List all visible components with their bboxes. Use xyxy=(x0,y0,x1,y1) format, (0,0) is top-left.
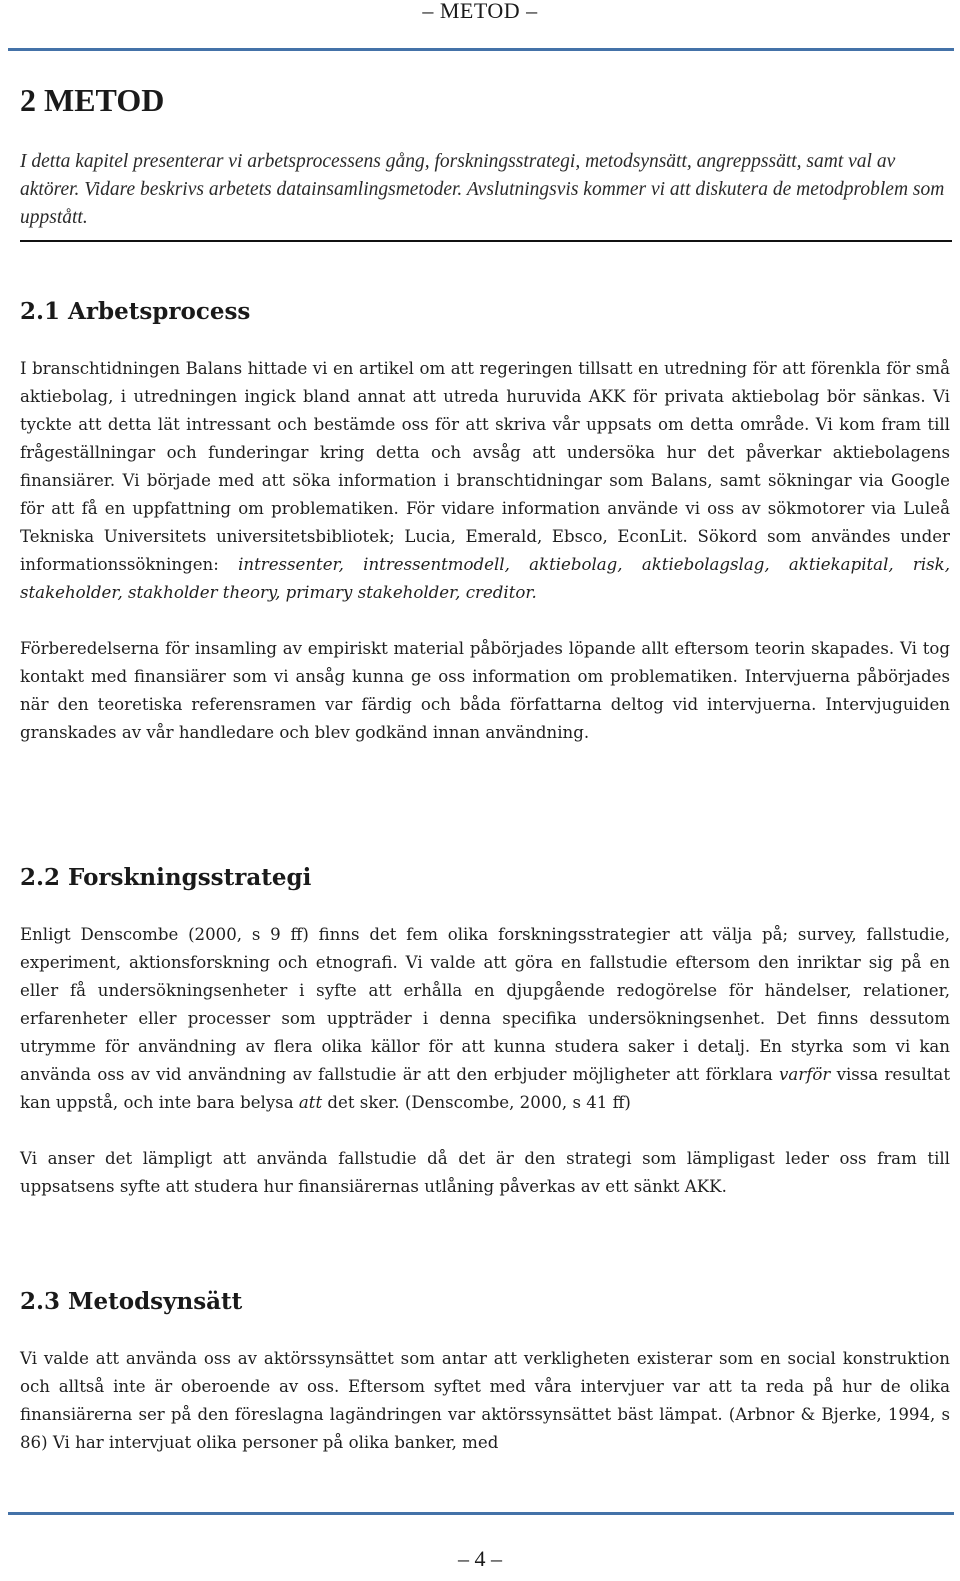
paragraph-text: det sker. (Denscombe, 2000, s 41 ff) xyxy=(322,1093,631,1112)
keyword-list: intressenter, intressentmodell, aktiebolag, aktiebolagslag, aktiekapital, risk, stakeholder, stakholder theory, primary stakeholder, creditor. xyxy=(20,555,950,602)
section-heading: 2.1 Arbetsprocess xyxy=(20,298,251,325)
section-metodsynsatt xyxy=(20,1287,950,1457)
running-header: – METOD – xyxy=(422,0,538,23)
page-number: – 4 – xyxy=(458,1546,502,1571)
section-heading: 2.3 Metodsynsätt xyxy=(20,1288,243,1315)
paragraph-text: vissa resultat kan uppstå, och inte bara belysa xyxy=(20,1065,950,1112)
emphasis: att xyxy=(298,1093,323,1112)
paragraph: Vi anser det lämpligt att använda fallstudie då det är den strategi som lämpligast leder oss fram till uppsatsens syfte att studera hur finansiärernas utlåning påverkas av ett sänkt AKK. xyxy=(20,1149,950,1196)
paragraph: Förberedelserna för insamling av empiriskt material påbörjades löpande allt eftersom teorin skapades. Vi tog kontakt med finansiärer som vi ansåg kunna ge oss information om problematiken. Intervjuerna påbörjades när den teoretiska referensramen var färdig och båda författarna deltog vid intervjuerna. Intervjuguiden granskades av vår handledare och blev godkänd innan användning. xyxy=(20,639,950,742)
emphasis: varför xyxy=(779,1065,831,1084)
section-forskningsstrategi xyxy=(20,863,950,1201)
footer-rule xyxy=(8,1512,954,1515)
paragraph: Vi valde att använda oss av aktörssynsättet som antar att verkligheten existerar som en social konstruktion och alltså inte är oberoende av oss. Eftersom syftet med våra intervjuer var att ta reda på hur de olika finansiärerna ser på den föreslagna lagändringen var aktörssynsättet bäst lämpat. (Arbnor & Bjerke, 1994, s 86) Vi har intervjuat olika personer på olika banker, med xyxy=(20,1349,950,1452)
paragraph-text: Enligt Denscombe (2000, s 9 ff) finns det fem olika forskningsstrategier att välja på; survey, fallstudie, experiment, aktionsforskning och etnografi. Vi valde att göra en fallstudie eftersom den inriktar sig på en eller få undersökningsenheter i syfte att erhålla en djupgående redogörelse för händelser, relationer, erfarenheter eller processer som uppträder i denna specifika undersökningsenhet. Det finns dessutom utrymme för användning av flera olika källor för att kunna studera saker i detalj. En styrka som vi kan använda oss av vid användning av fallstudie är att den erbjuder möjligheter att förklara xyxy=(20,925,950,1084)
paragraph xyxy=(20,921,950,1117)
paragraph xyxy=(20,355,950,607)
abstract-rule xyxy=(20,240,952,242)
section-heading: 2.2 Forskningsstrategi xyxy=(20,864,312,891)
paragraph-text: I branschtidningen Balans hittade vi en artikel om att regeringen tillsatt en utredning för att förenkla för små aktiebolag, i utredningen ingick bland annat att utreda huruvida AKK för privata aktiebolag bör sänkas. Vi tyckte att detta lät intressant och bestämde oss för att skriva vår uppsats om detta område. Vi kom fram till frågeställningar och funderingar kring detta och avsåg att undersöka hur det påverkar aktiebolagens finansiärer. Vi började med att söka information i branschtidningar som Balans, samt sökningar via Google för att få en uppfattning om problematiken. För vidare information använde vi oss av sökmotorer via Luleå Tekniska Universitets universitetsbibliotek; Lucia, Emerald, Ebsco, EconLit. Sökord som användes under informationssökningen: xyxy=(20,359,950,574)
section-arbetsprocess xyxy=(20,297,950,747)
header-rule xyxy=(8,48,954,51)
chapter-title: 2 METOD xyxy=(20,82,165,118)
chapter-abstract: I detta kapitel presenterar vi arbetsprocessens gång, forskningsstrategi, metodsynsätt, angreppssätt, samt val av aktörer. Vidare beskrivs arbetets datainsamlingsmetoder. Avslutningsvis kommer vi att diskutera de metodproblem som uppstått. xyxy=(20,151,945,228)
